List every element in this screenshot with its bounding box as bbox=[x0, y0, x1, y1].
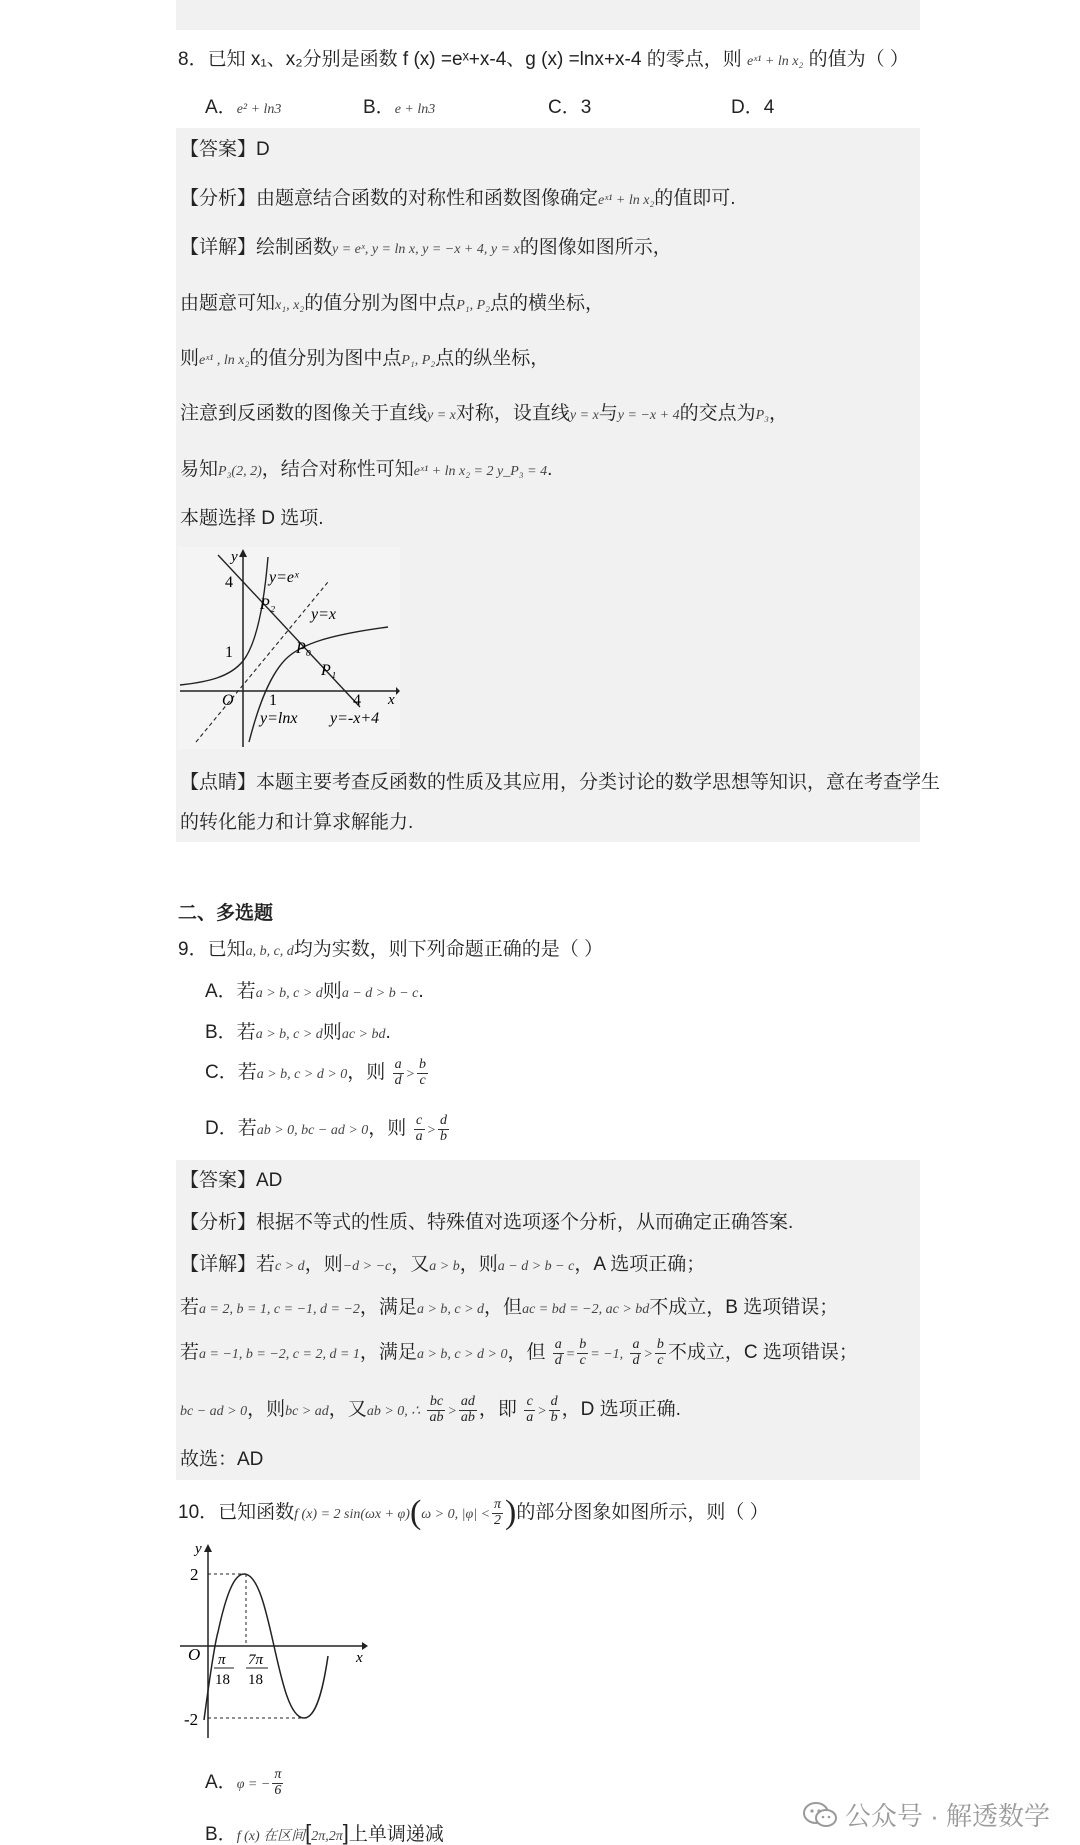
q9-analysis: 【分析】根据不等式的性质、特殊值对选项逐个分析，从而确定正确答案. bbox=[180, 1212, 794, 1233]
q8-stem: 8．已知 x₁、x₂分别是函数 f (x) =eˣ+x-4、g (x) =lnx+x-4 的零点，则 eˣ¹ + ln x₂ 的值为（ ） bbox=[178, 49, 909, 70]
curve-exp bbox=[180, 557, 268, 685]
q9-detail-line2: 若a = 2, b = 1, c = −1, d = −2，满足a > b, c > d，但ac = bd = −2, ac > bd不成立，B 选项错误； bbox=[180, 1297, 839, 1318]
q8-option-d[interactable]: D．4 bbox=[731, 97, 775, 118]
label-1-y: 1 bbox=[225, 644, 233, 661]
q9-option-d[interactable]: D．若ab > 0, bc − ad > 0，则 $\frac{c}{a}$ > $\frac{d}{b}$ bbox=[205, 1113, 448, 1144]
q8-analysis: 【分析】由题意结合函数的对称性和函数图像确定eˣ¹ + ln x₂的值即可. bbox=[180, 188, 736, 209]
label-x: x bbox=[388, 692, 395, 708]
label-18-b: 18 bbox=[248, 1672, 263, 1688]
q8-detail-line1: 由题意可知x₁, x₂的值分别为图中点P₁, P₂点的横坐标， bbox=[180, 293, 605, 314]
label-p0: P₀ bbox=[296, 640, 312, 657]
label-p1: P₁ bbox=[321, 662, 337, 679]
q8-option-c[interactable]: C．3 bbox=[548, 97, 592, 118]
q10-stem: 10．已知函数f (x) = 2 sin(ωx + φ)(ω > 0, |φ| < $\frac{\pi}{2}$ )的部分图象如图所示，则（ ） bbox=[178, 1494, 769, 1531]
q9-option-b[interactable]: B．若a > b, c > d则ac > bd. bbox=[205, 1022, 391, 1043]
label-7pi: 7π bbox=[248, 1652, 264, 1668]
q9-answer: 【答案】AD bbox=[180, 1170, 283, 1191]
label-origin: O bbox=[188, 1645, 201, 1664]
q9-detail-line1: 【详解】若c > d，则−d > −c，又a > b，则a − d > b − c，A 选项正确； bbox=[180, 1254, 706, 1275]
q8-function-graph bbox=[178, 547, 400, 749]
previous-answer-block bbox=[176, 0, 920, 30]
y-axis-arrow bbox=[204, 1544, 212, 1552]
label-18: 18 bbox=[215, 1672, 230, 1688]
q8-comment-line1: 【点睛】本题主要考查反函数的性质及其应用，分类讨论的数学思想等知识，意在考查学生 bbox=[180, 772, 941, 793]
label-1-x: 1 bbox=[269, 692, 277, 709]
frac-b-over-c: $\frac{b}{c}$ bbox=[419, 1057, 427, 1088]
label-exp: y=eˣ bbox=[269, 569, 299, 586]
label-pi: π bbox=[218, 1652, 226, 1668]
label-y-eq-x: y=x bbox=[311, 606, 336, 623]
watermark bbox=[803, 1796, 1050, 1833]
y-axis-arrow bbox=[239, 549, 247, 557]
watermark-text: 公众号 · 解透数学 bbox=[844, 1801, 1050, 1831]
q10-sine-graph bbox=[178, 1540, 378, 1740]
label-y: y bbox=[195, 1541, 202, 1557]
q8-answer: 【答案】D bbox=[180, 139, 270, 160]
label-ln: y=lnx bbox=[260, 710, 298, 727]
q8-detail: 【详解】绘制函数y = eˣ, y = ln x, y = −x + 4, y = x的图像如图所示， bbox=[180, 237, 672, 258]
frac-d-over-b: $\frac{d}{b}$ bbox=[440, 1113, 448, 1144]
frac-c-over-a: $\frac{c}{a}$ bbox=[415, 1113, 423, 1144]
q8-detail-line2: 则eˣ¹ , ln x₂的值分别为图中点P₁, P₂点的纵坐标， bbox=[180, 348, 550, 369]
label-2: 2 bbox=[190, 1565, 199, 1584]
frac-a-over-d: $\frac{a}{d}$ bbox=[394, 1057, 402, 1088]
label-x: x bbox=[356, 1650, 363, 1666]
q9-option-c[interactable]: C．若a > b, c > d > 0，则 $\frac{a}{d}$ > $\frac{b}{c}$ bbox=[205, 1057, 427, 1088]
q9-option-a[interactable]: A．若a > b, c > d则a − d > b − c. bbox=[205, 981, 424, 1002]
label-p2: P₂ bbox=[260, 596, 276, 613]
label-neg2: -2 bbox=[184, 1710, 199, 1729]
q8-option-b[interactable]: B．e + ln3 bbox=[363, 97, 436, 118]
label-y: y bbox=[231, 549, 238, 565]
q9-stem: 9．已知a, b, c, d均为实数，则下列命题正确的是（ ） bbox=[178, 939, 604, 960]
q9-final: 故选：AD bbox=[180, 1449, 264, 1470]
sine-curve bbox=[204, 1574, 328, 1720]
label-4-y: 4 bbox=[225, 574, 233, 591]
section-2-title: 二、多选题 bbox=[178, 903, 274, 924]
q9-detail-line4: bc − ad > 0，则bc > ad，又ab > 0, ∴ $\frac{bc}{ab}$ > $\frac{ad}{ab}$ ，即 $\frac{c}{a}$ > $\frac{d}{b}$ ，D 选项正确. bbox=[180, 1394, 681, 1425]
q8-conclusion: 本题选择 D 选项. bbox=[180, 508, 324, 529]
wechat-icon bbox=[803, 1802, 837, 1828]
x-axis-arrow bbox=[396, 687, 400, 695]
q8-detail-line4: 易知P₃(2, 2)，结合对称性可知eˣ¹ + ln x₂ = 2 y_P₃ = 4. bbox=[180, 459, 553, 480]
q9-detail-line3: 若a = −1, b = −2, c = 2, d = 1，满足a > b, c > d > 0，但 $\frac{a}{d}$ = $\frac{b}{c}$ = −1, $\frac{a}{d}$ > $\frac{b}{c}$ 不成立，C 选项错误； bbox=[180, 1337, 858, 1368]
q8-option-a[interactable]: A．e² + ln3 bbox=[205, 97, 282, 118]
x-axis-arrow bbox=[362, 1642, 368, 1650]
q8-comment-line2: 的转化能力和计算求解能力. bbox=[180, 812, 414, 833]
q8-detail-line3: 注意到反函数的图像关于直线y = x对称，设直线y = x与y = −x + 4的交点为P₃， bbox=[180, 403, 789, 424]
q9-solution-block bbox=[176, 1160, 920, 1480]
q10-option-b[interactable]: B．f (x) 在区间[2π,2π]上单调递减 bbox=[205, 1820, 444, 1845]
label-origin: O bbox=[222, 692, 234, 709]
label-line: y=-x+4 bbox=[330, 710, 380, 727]
label-4-x: 4 bbox=[353, 692, 361, 709]
q10-option-a[interactable]: A．φ = − $\frac{\pi}{6}$ bbox=[205, 1767, 282, 1798]
